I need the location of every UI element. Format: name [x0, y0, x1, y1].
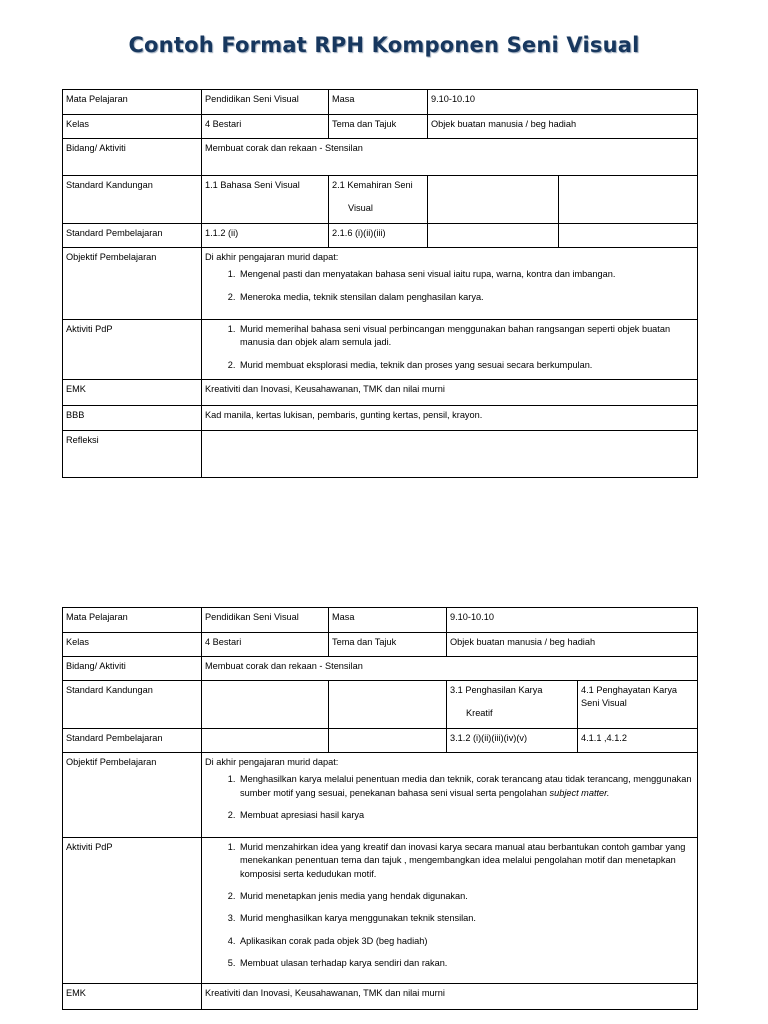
- list-item: 1. Murid menzahirkan idea yang kreatif dan inovasi karya secara manual atau berbantukan contoh gambar yang menekankan penentuan tema dan tajuk , mengembangkan idea melalui pengolahan motif dan menetapkan komposisi serta kedudukan motif.: [238, 841, 694, 881]
- objektif-label: Objektif Pembelajaran: [63, 248, 202, 320]
- sp-4: 4.1.1 ,4.1.2: [578, 729, 698, 753]
- kelas-label: Kelas: [63, 633, 202, 657]
- sk-1: 1.1 Bahasa Seni Visual: [202, 176, 329, 224]
- list-item: [238, 773, 694, 800]
- sk-3-line2: Kreatif: [466, 708, 493, 719]
- kelas-label: Kelas: [63, 115, 202, 139]
- sp-empty-1: [428, 224, 559, 248]
- tema-value: Objek buatan manusia / beg hadiah: [428, 115, 698, 139]
- sp-empty-2: [559, 224, 698, 248]
- masa-value: 9.10-10.10: [428, 90, 698, 115]
- objektif-item1-text: Menghasilkan karya melalui penentuan media dan teknik, corak terancang atau tidak terancang, menggunakan sumber motif yang sesuai, penekanan bahasa seni visual serta pengolahan: [240, 774, 692, 798]
- sk-label: Standard Kandungan: [63, 176, 202, 224]
- masa-value: 9.10-10.10: [447, 608, 698, 633]
- mata-pelajaran-value: Pendidikan Seni Visual: [202, 90, 329, 115]
- bidang-value: Membuat corak dan rekaan - Stensilan: [202, 657, 698, 681]
- list-item: 4. Aplikasikan corak pada objek 3D (beg hadiah): [238, 935, 694, 948]
- mata-pelajaran-label: Mata Pelajaran: [63, 90, 202, 115]
- emk-value: Kreativiti dan Inovasi, Keusahawanan, TMK dan nilai murni: [202, 984, 698, 1010]
- tema-label: Tema dan Tajuk: [329, 633, 447, 657]
- list-item: 2. Meneroka media, teknik stensilan dalam penghasilan karya.: [238, 291, 694, 304]
- objektif-label: Objektif Pembelajaran: [63, 753, 202, 838]
- sk-empty-2: [329, 681, 447, 729]
- sk-3-line1: 3.1 Penghasilan Karya: [450, 685, 543, 695]
- list-item: 2. Membuat apresiasi hasil karya: [238, 809, 694, 822]
- sk-empty-2: [559, 176, 698, 224]
- aktiviti-list: [205, 841, 694, 970]
- sk-label: Standard Kandungan: [63, 681, 202, 729]
- aktiviti-content: [202, 838, 698, 984]
- sk-2: [329, 176, 428, 224]
- bidang-value: Membuat corak dan rekaan - Stensilan: [202, 139, 698, 176]
- rph-table-1: [62, 89, 698, 478]
- bbb-value: Kad manila, kertas lukisan, pembaris, gunting kertas, pensil, krayon.: [202, 406, 698, 431]
- emk-label: EMK: [63, 984, 202, 1010]
- objektif-intro: Di akhir pengajaran murid dapat:: [205, 252, 339, 262]
- objektif-item1-italic: subject matter.: [549, 787, 610, 798]
- refleksi-value: [202, 431, 698, 478]
- objektif-content: [202, 248, 698, 320]
- page-title: Contoh Format RPH Komponen Seni Visual: [128, 33, 640, 57]
- aktiviti-content: [202, 320, 698, 380]
- sk-empty-1: [428, 176, 559, 224]
- sp-label: Standard Pembelajaran: [63, 729, 202, 753]
- bidang-label: Bidang/ Aktiviti: [63, 657, 202, 681]
- sk-2-line2: Visual: [348, 203, 373, 214]
- sp-3: 3.1.2 (i)(ii)(iii)(iv)(v): [447, 729, 578, 753]
- mata-pelajaran-value: Pendidikan Seni Visual: [202, 608, 329, 633]
- bidang-label: Bidang/ Aktiviti: [63, 139, 202, 176]
- list-item: 3. Murid menghasilkan karya menggunakan teknik stensilan.: [238, 912, 694, 925]
- masa-label: Masa: [329, 90, 428, 115]
- aktiviti-label: Aktiviti PdP: [63, 838, 202, 984]
- sp-1: 1.1.2 (ii): [202, 224, 329, 248]
- aktiviti-label: Aktiviti PdP: [63, 320, 202, 380]
- sk-empty-1: [202, 681, 329, 729]
- objektif-intro: Di akhir pengajaran murid dapat:: [205, 757, 339, 767]
- tema-value: Objek buatan manusia / beg hadiah: [447, 633, 698, 657]
- objektif-content: [202, 753, 698, 838]
- objektif-list: [205, 268, 694, 304]
- refleksi-label: Refleksi: [63, 431, 202, 478]
- mata-pelajaran-label: Mata Pelajaran: [63, 608, 202, 633]
- kelas-value: 4 Bestari: [202, 115, 329, 139]
- list-item: 2. Murid menetapkan jenis media yang hendak digunakan.: [238, 890, 694, 903]
- masa-label: Masa: [329, 608, 447, 633]
- emk-label: EMK: [63, 380, 202, 406]
- emk-value: Kreativiti dan Inovasi, Keusahawanan, TMK dan nilai murni: [202, 380, 698, 406]
- rph-table-2: [62, 607, 698, 1010]
- sk-3: [447, 681, 578, 729]
- list-item: 5. Membuat ulasan terhadap karya sendiri dan rakan.: [238, 957, 694, 970]
- sk-2-line1: 2.1 Kemahiran Seni: [332, 180, 413, 190]
- sp-empty-2: [329, 729, 447, 753]
- list-item: 1. Murid memerihal bahasa seni visual perbincangan menggunakan bahan rangsangan seperti objek buatan manusia dan objek alam semula jadi.: [238, 323, 694, 350]
- aktiviti-list: [205, 323, 694, 372]
- kelas-value: 4 Bestari: [202, 633, 329, 657]
- sp-empty-1: [202, 729, 329, 753]
- sk-4: 4.1 Penghayatan Karya Seni Visual: [578, 681, 698, 729]
- list-item: 2. Murid membuat eksplorasi media, teknik dan proses yang sesuai secara berkumpulan.: [238, 359, 694, 372]
- list-item: 1. Mengenal pasti dan menyatakan bahasa seni visual iaitu rupa, warna, kontra dan imbangan.: [238, 268, 694, 281]
- tema-label: Tema dan Tajuk: [329, 115, 428, 139]
- bbb-label: BBB: [63, 406, 202, 431]
- objektif-list: [205, 773, 694, 822]
- sp-2: 2.1.6 (i)(ii)(iii): [329, 224, 428, 248]
- sp-label: Standard Pembelajaran: [63, 224, 202, 248]
